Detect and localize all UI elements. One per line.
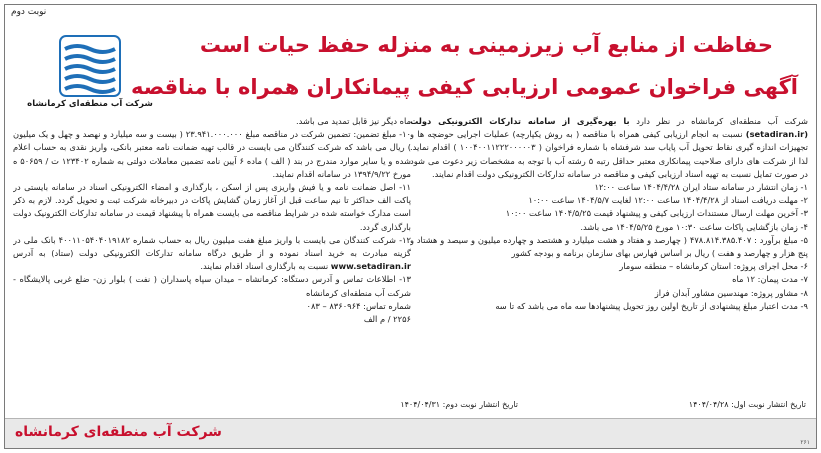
- list-item: ۵- مبلغ برآورد : ۴۷۸.۸۱۴.۳۸۵.۴۰۷ ( چهارصد و هفتاد و هشت میلیارد و هشتصد و چهارده میلیون و سیصد و هشتاد و پنج هزار و چهارصد و هفت ) ریال بر اساس فهارس بهای سازمان برنامه و بودجه کشور: [410, 234, 808, 259]
- list-item: ۱۳- اطلاعات تماس و آدرس دستگاه: کرمانشاه – میدان سپاه پاسداران ( نفت ) بلوار زن- ضلع غربی پالایشگاه - شرکت آب منطقه‌ای کرمانشاه: [13, 274, 411, 298]
- footer-code: ۲۶۱: [800, 439, 810, 446]
- phone-number: شماره تماس: ۸۳۶۰۹۶۴ – ۰۸۳: [306, 300, 411, 311]
- list-item: ۱۱- اصل ضمانت نامه و یا فیش واریزی پس از اسکن ، بارگذاری و امضاء الکترونیکی اسناد در سامانه بایستی در پاکت الف حداکثر تا نیم ساعت قبل از آغاز زمان گشایش پاکات در دبیرخانه شرکت ثبت و تحویل گردد. لازم به ذکر است مدارک خواسته شده در شرایط مناقصه می بایست همراه با پیشنهاد قیمت در سامانه تدارکات الکترونیک دولت بارگذاری گردد.: [13, 182, 411, 232]
- list-item: ۳- آخرین مهلت ارسال مستندات ارزیابی کیفی و پیشنهاد قیمت ۱۴۰۴/۵/۲۵ ساعت ۱۰:۰۰: [505, 208, 808, 219]
- reference-code: ۲۲۵۶ / م الف: [363, 314, 411, 325]
- water-wave-logo-icon: [59, 35, 121, 97]
- list-item: ۶- محل اجرای پروژه: استان کرمانشاه – منطقه سومار: [619, 261, 808, 272]
- list-item-continued: ماه دیگر نیز قابل تمدید می باشد.: [295, 116, 411, 126]
- footer-bar: [5, 418, 816, 448]
- list-item: ۸- مشاور پروژه: مهندسین مشاور آبدان فراز: [654, 287, 808, 298]
- left-column: [13, 115, 411, 397]
- setadiran-link[interactable]: www.setadiran.ir: [330, 261, 411, 272]
- list-item: ۴- زمان بازگشایی پاکات ساعت ۱۰:۳۰ مورخ ۱۴۰۴/۵/۲۵ می باشد.: [580, 221, 808, 232]
- headline-slogan: حفاظت از منابع آب زیرزمینی به منزله حفظ حیات است: [199, 33, 774, 57]
- intro-paragraph: شرکت آب منطقه‌ای کرمانشاه در نظر دارد با بهره‌گیری از سامانه تدارکات الکترونیکی دولت (setadiran.ir) نسبت به انجام ارزیابی کیفی همراه با مناقصه ( به روش یکپارچه) عملیات اجرایی حوضچه ها و تجهیزات اندازه گیری نقاط تحویل آب پایاب سد شرفشاه با شماره فراخوان ( ۱۰۰۴۰۰۱۱۲۲۲۰۰۰۰۰۳ ) اقدام نماید. لذا از شرکت های دارای صلاحیت پیمانکاری معتبر حداقل رتبه ۵ رشته آب با توجه به مشخصات زیر دعوت می شود در صورت تمایل نسبت به تهیه اسناد ارزیابی کیفی و مناقصه در سامانه تدارکات الکترونیکی دولت اقدام نمایند.: [410, 116, 808, 179]
- list-item: ۱- زمان انتشار در سامانه ستاد ایران ۱۴۰۴/۴/۲۸ ساعت ۱۲:۰۰: [594, 182, 808, 193]
- list-item: ۱۲- شرکت کنندگان می بایست با واریز مبلغ هفت میلیون ریال به حساب شماره ۴۰۰۱۱۰۵۴۰۴۰۱۹۱۸۲ بانک ملی در گزینه مبادرت به خرید اسناد نموده و از طریق درگاه سامانه تدارکات الکترونیکی دولت (ستاد) به آدرس www.setadiran.ir نسبت به بارگذاری اسناد اقدام نمایند.: [13, 234, 411, 272]
- logo-caption: شرکت آب منطقه‌ای کرمانشاه: [27, 99, 153, 109]
- list-item: ۲- مهلت دریافت اسناد از ۱۴۰۴/۴/۲۸ ساعت ۱۲:۰۰ لغایت ۱۴۰۴/۵/۷ ساعت ۱۰:۰۰: [528, 195, 808, 206]
- advertisement-page: [4, 4, 817, 449]
- body-columns: [13, 115, 808, 397]
- intro-bold: با بهره‌گیری از سامانه تدارکات الکترونیکی دولت (setadiran.ir): [410, 116, 808, 140]
- right-column: [410, 115, 808, 397]
- headline-announcement: آگهی فراخوان عمومی ارزیابی کیفی پیمانکاران همراه با مناقصه: [130, 75, 798, 99]
- list-item: ۱۰- مبلغ تضمین: تضمین شرکت در مناقصه مبلغ ۲۳.۹۴۱.۰۰۰.۰۰۰ ( بیست و سه میلیارد و نهصد و چهل و یک میلیون ) ریال می باشد که شرکت کنندگان می بایست در قالب تهیه ضمانت نامه معتبر بانکی، واریز نقدی به حساب اعلام شده و یا سایر موارد مندرج در بند ( الف ) ماده ۶ آیین نامه تضمین معاملات دولتی به شماره ۱۲۳۴۰۲ ت / ۵۰۶۵۹ ه مورخ ۱۳۹۴/۹/۲۲ در سامانه اقدام نمایند.: [13, 129, 411, 179]
- footer-company-name: شرکت آب منطقه‌ای کرمانشاه: [15, 424, 222, 440]
- publication-dates: [13, 400, 808, 414]
- list-item: ۷- مدت پیمان: ۱۲ ماه: [732, 274, 808, 285]
- second-publication-date: تاریخ انتشار نوبت دوم: ۱۴۰۴/۰۴/۳۱: [400, 400, 518, 409]
- list-item: ۹- مدت اعتبار مبلغ پیشنهادی از تاریخ اولین روز تحویل پیشنهادها سه ماه می باشد که تا سه: [495, 300, 808, 311]
- first-publication-date: تاریخ انتشار نوبت اول: ۱۴۰۴/۰۴/۲۸: [688, 400, 806, 409]
- round-label: نوبت دوم: [11, 7, 47, 17]
